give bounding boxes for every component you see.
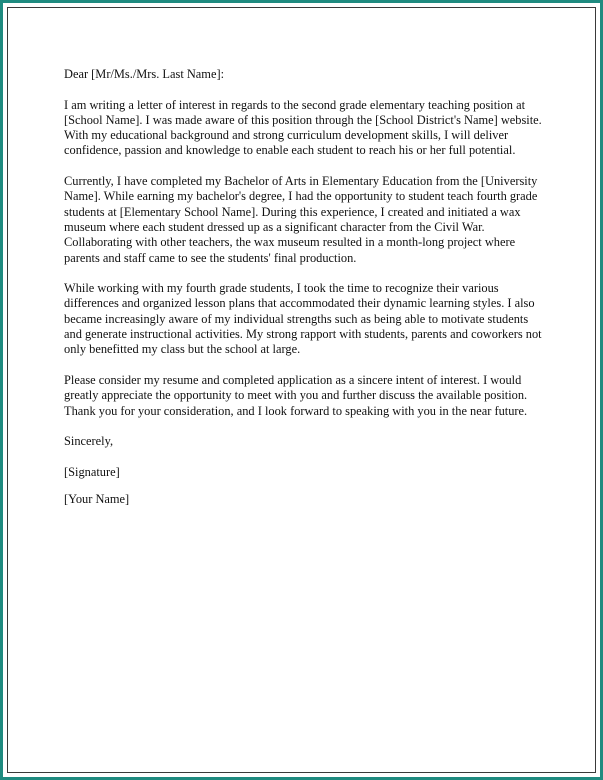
- closing: Sincerely,: [64, 434, 114, 449]
- paragraph-intro: I am writing a letter of interest in regards to the second grade elementary teaching position at [School Name]. I was made aware of this position through the [School District's Name] website. With my educational background and strong curriculum development skills, I will deliver confidence, passion and knowledge to enable each student to reach his or her full potential.: [64, 97, 542, 158]
- paragraph-closing: Please consider my resume and completed application as a sincere intent of interest. I would greatly appreciate the opportunity to meet with you and further discuss the available position. Thank you for your consideration, and I look forward to speaking with you in the near future.: [64, 372, 528, 418]
- letter-body: [64, 67, 542, 523]
- paragraph-education: Currently, I have completed my Bachelor of Arts in Elementary Education from the [University Name]. While earning my bachelor's degree, I had the opportunity to student teach fourth grade students at [Elementary School Name]. During this experience, I created and initiated a wax museum where each student dressed up as a significant character from the Civil War. Collaborating with other teachers, the wax museum resulted in a month-long project where parents and staff came to see the students' final production.: [64, 174, 538, 265]
- signature: [Signature]: [64, 464, 120, 479]
- sender-name: [Your Name]: [64, 492, 130, 507]
- paragraph-experience: While working with my fourth grade students, I took the time to recognize their various differences and organized lesson plans that accommodated their dynamic learning styles. I also became increasingly aware of my individual strengths such as being able to motivate students and generate instructional activities. My strong rapport with students, parents and coworkers not only benefitted my class but the school at large.: [64, 281, 542, 357]
- salutation: Dear [Mr/Ms./Mrs. Last Name]:: [64, 67, 225, 81]
